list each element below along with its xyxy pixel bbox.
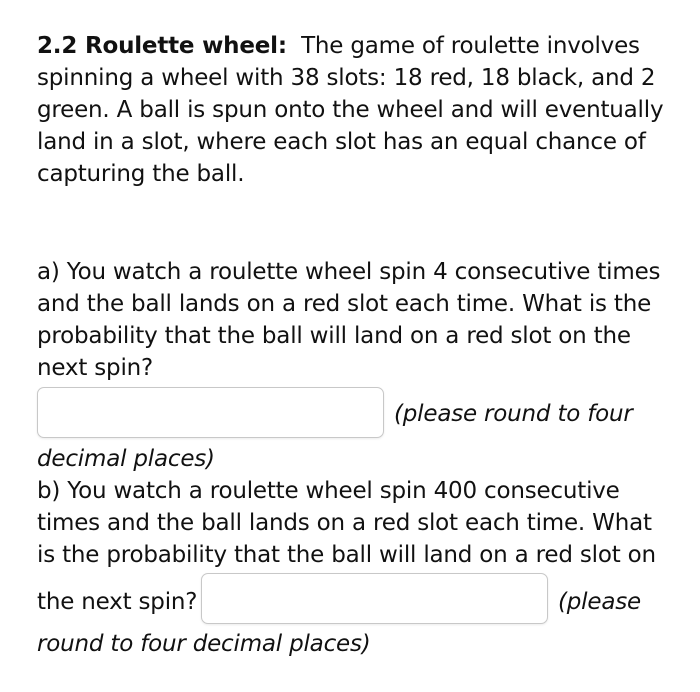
- part-a-line-3: probability that the ball will land on a red slot on the: [37, 323, 631, 349]
- part-a-line-2: and the ball lands on a red slot each time. What is the: [37, 291, 652, 317]
- part-a-line-1: a) You watch a roulette wheel spin 4 consecutive times: [37, 259, 661, 285]
- part-b-line-2: times and the ball lands on a red slot each time. What: [37, 510, 652, 536]
- intro-text: The game of roulette involves: [301, 33, 640, 59]
- part-b-line-3: is the probability that the ball will land on a red slot on: [37, 542, 656, 568]
- intro-line-3: green. A ball is spun onto the wheel and will eventually: [37, 97, 664, 123]
- intro-line-5: capturing the ball.: [37, 161, 245, 187]
- part-a-hint-cont: decimal places): [37, 446, 215, 472]
- intro-line-2: spinning a wheel with 38 slots: 18 red, 18 black, and 2: [37, 65, 656, 91]
- intro-line-1: [37, 30, 640, 62]
- part-b-hint-cont: round to four decimal places): [37, 631, 371, 657]
- part-a-answer-input[interactable]: [37, 387, 384, 438]
- part-a-line-4: next spin?: [37, 355, 154, 381]
- intro-line-4: land in a slot, where each slot has an equal chance of: [37, 129, 646, 155]
- part-b-line-4: the next spin?: [37, 589, 198, 615]
- part-b-answer-input[interactable]: [201, 573, 548, 624]
- part-b-line-1: b) You watch a roulette wheel spin 400 consecutive: [37, 478, 620, 504]
- part-a-hint: (please round to four: [394, 401, 633, 427]
- problem-title: 2.2 Roulette wheel:: [37, 33, 287, 59]
- part-b-hint: (please: [558, 589, 641, 615]
